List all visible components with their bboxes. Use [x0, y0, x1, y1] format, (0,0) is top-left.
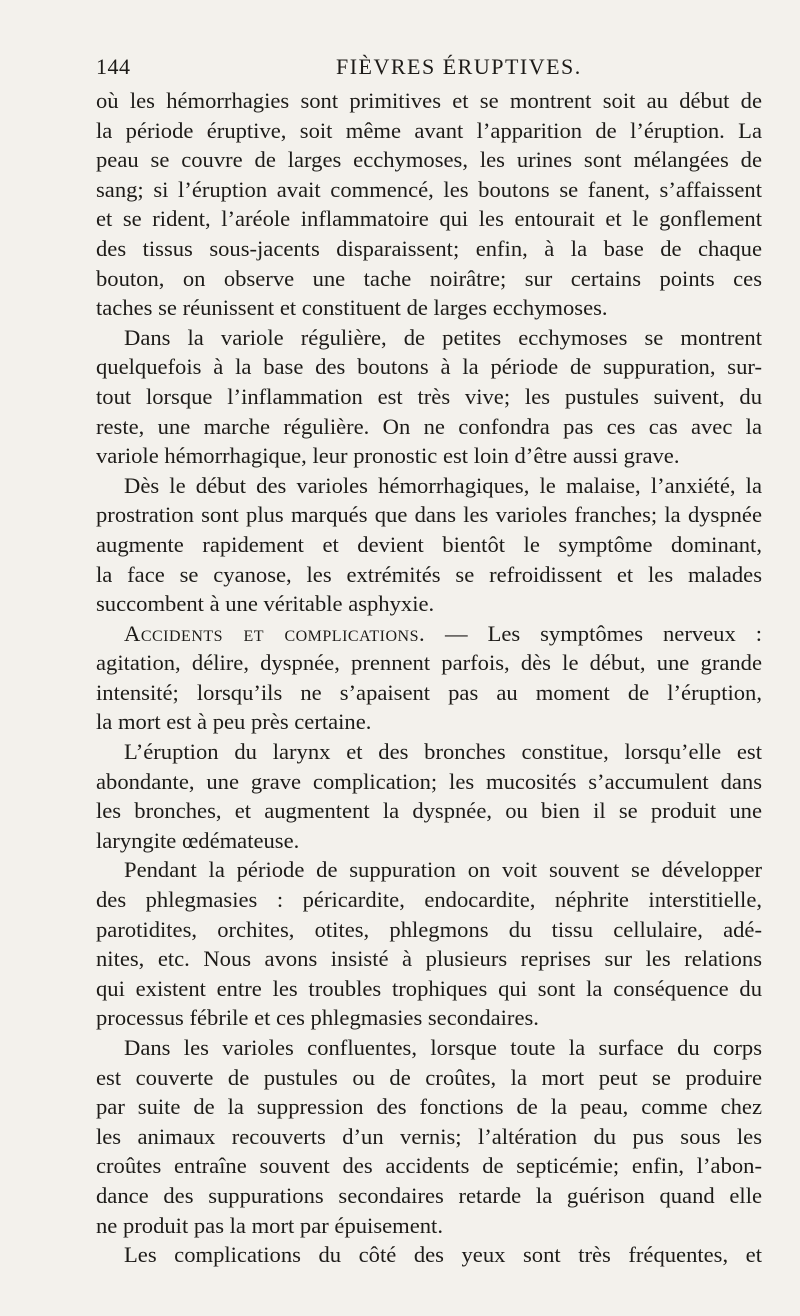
section-heading: Accidents et complications.: [124, 620, 426, 646]
text-line: des phlegmasies : péricardite, endocardite, néphrite interstitielle,: [96, 887, 762, 913]
text-line: Dans la variole régulière, de petites ecchymoses se montrent: [124, 324, 762, 350]
text-line: Dans les varioles confluentes, lorsque toute la surface du corps: [124, 1035, 762, 1060]
text-line: taches se réunissent et constituent de larges ecchymoses.: [96, 295, 608, 321]
text-line: Pendant la période de suppuration on voit souvent se développer: [124, 857, 762, 883]
text-line: augmente rapidement et devient bientôt le symptôme dominant,: [96, 531, 762, 557]
text-line: des tissus sous-jacents disparaissent; enfin, à la base de chaque: [96, 235, 762, 261]
text-line: croûtes entraîne souvent des accidents de septicémie; enfin, l’abon-: [96, 1153, 762, 1179]
text-line: nites, etc. Nous avons insisté à plusieurs reprises sur les relations: [96, 946, 762, 972]
running-title: FIÈVRES ÉRUPTIVES.: [336, 54, 582, 79]
text-line: tout lorsque l’inflammation est très vive; les pustules suivent, du: [96, 383, 762, 409]
section-heading-rest: — Les symptômes nerveux :: [425, 620, 762, 646]
text-line: la mort est à peu près certaine.: [96, 709, 372, 735]
text-line: sang; si l’éruption avait commencé, les boutons se fanent, s’affaissent: [96, 176, 762, 202]
text-line: la période éruptive, soit même avant l’apparition de l’éruption. La: [96, 117, 762, 143]
text-line: ne produit pas la mort par épuisement.: [96, 1212, 443, 1238]
body-text: [96, 86, 762, 1270]
text-line: qui existent entre les troubles trophiques qui sont la conséquence du: [96, 975, 762, 1001]
text-line: par suite de la suppression des fonctions de la peau, comme chez: [96, 1094, 762, 1120]
text-line: est couverte de pustules ou de croûtes, la mort peut se produire: [96, 1064, 762, 1090]
text-line: quelquefois à la base des boutons à la période de suppuration, sur-: [96, 354, 762, 380]
text-line: abondante, une grave complication; les mucosités s’accumulent dans: [96, 768, 762, 794]
text-line: reste, une marche régulière. On ne confondra pas ces cas avec la: [96, 413, 762, 439]
text-line: les bronches, et augmentent la dyspnée, ou bien il se produit une: [96, 798, 762, 824]
text-line: bouton, on observe une tache noirâtre; sur certains points ces: [96, 265, 762, 291]
text-line: Dès le début des varioles hémorrhagiques, le malaise, l’anxiété, la: [124, 472, 762, 498]
text-line: la face se cyanose, les extrémités se refroidissent et les malades: [96, 561, 762, 587]
text-line: prostration sont plus marqués que dans les varioles franches; la dyspnée: [96, 502, 762, 528]
text-line: succombent à une véritable asphyxie.: [96, 591, 435, 617]
text-line: parotidites, orchites, otites, phlegmons du tissu cellulaire, adé-: [96, 916, 762, 942]
text-line: intensité; lorsqu’ils ne s’apaisent pas au moment de l’éruption,: [96, 679, 762, 705]
page-number: 144: [96, 54, 131, 79]
text-line: peau se couvre de larges ecchymoses, les urines sont mélangées de: [96, 147, 762, 173]
text-line: [96, 619, 762, 649]
text-line: où les hémorrhagies sont primitives et se montrent soit au début de: [96, 88, 762, 113]
text-line: et se rident, l’aréole inflammatoire qui les entourait et le gonflement: [96, 206, 762, 232]
text-line: dance des suppurations secondaires retarde la guérison quand elle: [96, 1182, 762, 1208]
text-line: Les complications du côté des yeux sont très fréquentes, et: [124, 1242, 762, 1268]
text-line: variole hémorrhagique, leur pronostic est loin d’être aussi grave.: [96, 443, 680, 469]
text-line: les animaux recouverts d’un vernis; l’altération du pus sous les: [96, 1123, 762, 1149]
text-line: laryngite œdémateuse.: [96, 827, 300, 853]
text-line: processus fébrile et ces phlegmasies secondaires.: [96, 1005, 539, 1031]
text-line: agitation, délire, dyspnée, prennent parfois, dès le début, une grande: [96, 650, 762, 676]
text-line: L’éruption du larynx et des bronches constitue, lorsqu’elle est: [124, 739, 762, 765]
